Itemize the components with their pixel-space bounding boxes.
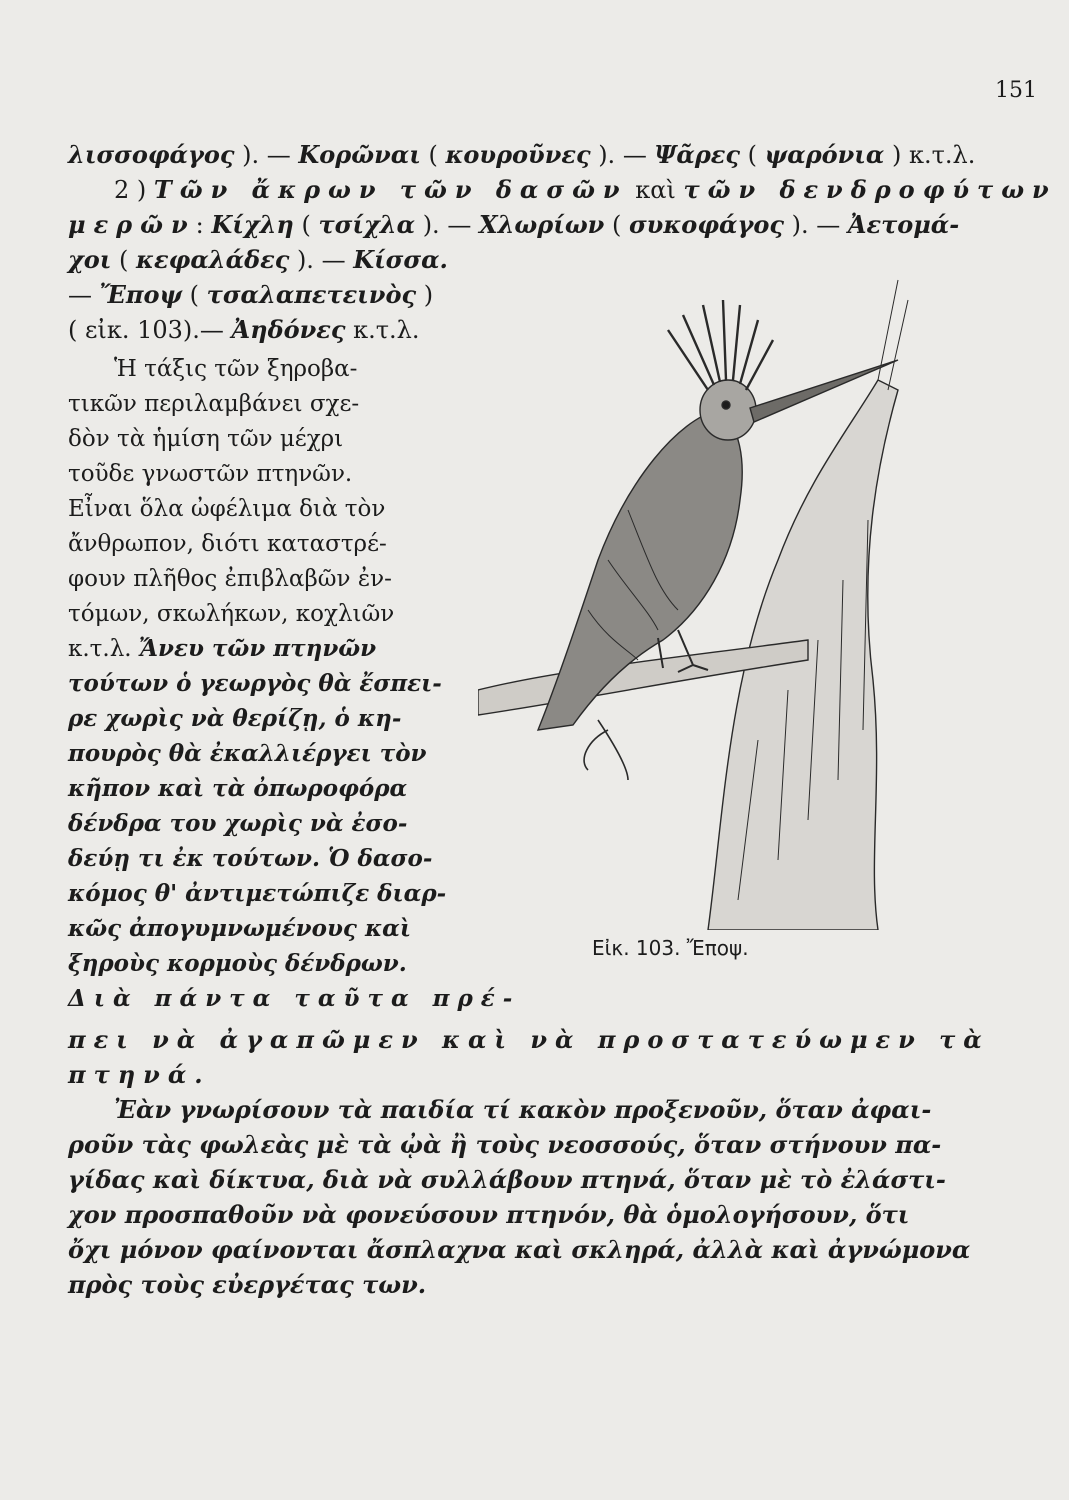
- text-run: δὸν τὰ ἡμίση τῶν μέχρι: [68, 426, 344, 452]
- text-run: ). —: [415, 211, 479, 239]
- text-run: χοι: [68, 245, 112, 274]
- text-line: [68, 564, 392, 594]
- text-run: 2 ): [114, 176, 154, 204]
- text-line: [68, 389, 359, 419]
- text-line: [68, 1200, 909, 1230]
- text-line: [68, 704, 401, 734]
- text-run: καὶ: [627, 176, 684, 204]
- text-run: πει νὰ ἀγαπῶμεν καὶ νὰ προστατεύωμεν τὰ: [68, 1025, 990, 1054]
- text-run: ). —: [783, 211, 848, 239]
- text-line: [68, 210, 959, 240]
- text-line: [68, 315, 420, 345]
- text-run: (: [420, 141, 446, 169]
- text-run: ( εἰκ. 103).—: [68, 316, 232, 344]
- text-line: [68, 1130, 941, 1160]
- text-run: πτηνά.: [68, 1060, 211, 1089]
- text-run: Τῶν ἄκρων τῶν δασῶν: [153, 175, 628, 204]
- text-run: Ψᾶρες: [654, 140, 740, 169]
- text-run: κουρoῦνες: [445, 140, 591, 169]
- text-line: [68, 634, 376, 664]
- text-run: Ἄνευ τῶν πτηνῶν: [138, 635, 377, 662]
- text-line: [68, 1235, 970, 1265]
- text-run: κόμος θ' ἀντιμετώπιζε διαρ-: [68, 880, 447, 907]
- text-run: τόμων, σκωλήκων, κοχλιῶν: [68, 601, 395, 627]
- text-run: δεύῃ τι ἐκ τούτων. Ὁ δασο-: [68, 845, 433, 872]
- text-run: δένδρα του χωρὶς νὰ ἐσο-: [68, 810, 408, 837]
- text-line: [68, 739, 427, 769]
- text-run: Ἡ τάξις τῶν ξηροβα-: [114, 356, 358, 382]
- text-run: ). —: [289, 246, 354, 274]
- text-run: ὄχι μόνον φαίνονται ἄσπλαχνα καὶ σκληρά, ἀλλὰ καὶ ἀγνώμονα: [68, 1235, 971, 1264]
- hoopoe-bird-drawing: [478, 260, 918, 930]
- text-line: [68, 459, 352, 489]
- text-run: Διὰ πάντα ταῦτα πρέ-: [68, 985, 521, 1012]
- text-run: τοῦδε γνωστῶν πτηνῶν.: [68, 461, 353, 487]
- text-run: τῶν δενδροφύτων: [683, 175, 1057, 204]
- text-run: Ἐὰν γνωρίσουν τὰ παιδία τί κακὸν προξενοῦν, ὅταν ἀφαι-: [114, 1095, 932, 1124]
- text-line: [68, 245, 448, 275]
- text-line: [68, 984, 520, 1014]
- text-run: ). —: [234, 141, 299, 169]
- text-run: τσίχλα: [318, 210, 416, 239]
- text-line: [68, 949, 407, 979]
- text-run: λισσοφάγος: [68, 140, 235, 169]
- text-line: [68, 1270, 426, 1300]
- text-run: (: [604, 211, 629, 239]
- text-run: ροῦν τὰς φωλεὰς μὲ τὰ ᾠὰ ἢ τοὺς νεοσσούς, ὅταν στήνουν πα-: [68, 1130, 942, 1159]
- text-run: Ἔποψ: [99, 280, 183, 309]
- text-run: (: [293, 211, 319, 239]
- text-run: Ἀετομά-: [847, 210, 960, 239]
- text-run: ἄνθρωπον, διότι καταστρέ-: [68, 531, 387, 557]
- text-run: Κίσσα.: [353, 245, 448, 274]
- text-run: Χλωρίων: [478, 210, 605, 239]
- text-line: [68, 494, 385, 524]
- text-line: [68, 809, 407, 839]
- text-run: ): [416, 281, 434, 309]
- text-run: Κίχλη: [211, 210, 294, 239]
- text-line: [68, 1060, 211, 1090]
- text-run: τσαλαπετεινὸς: [206, 280, 417, 309]
- text-run: :: [195, 211, 212, 239]
- text-run: χον προσπαθοῦν νὰ φονεύσουν πτηνόν, θὰ ὁμολογήσουν, ὅτι: [68, 1200, 910, 1229]
- text-run: Ἀηδόνες: [231, 315, 346, 344]
- text-line: [114, 354, 357, 384]
- text-run: (: [182, 281, 207, 309]
- text-line: [68, 1165, 946, 1195]
- text-run: μερῶν: [68, 210, 196, 239]
- text-run: —: [68, 281, 100, 309]
- text-run: κεφαλάδες: [136, 245, 290, 274]
- text-line: [68, 529, 387, 559]
- text-run: (: [111, 246, 137, 274]
- text-line: [68, 140, 975, 170]
- text-line: [68, 599, 394, 629]
- text-run: τούτων ὁ γεωργὸς θὰ ἔσπει-: [68, 670, 442, 697]
- text-run: κ.τ.λ.: [345, 316, 420, 344]
- text-run: Εἶναι ὅλα ὠφέλιμα διὰ τὸν: [68, 496, 386, 522]
- text-run: πουρὸς θὰ ἐκαλλιέργει τὸν: [68, 740, 427, 767]
- text-line: [68, 844, 432, 874]
- text-line: [68, 914, 411, 944]
- text-line: [68, 879, 446, 909]
- text-run: ξηροὺς κορμοὺς δένδρων.: [68, 950, 407, 977]
- text-run: ρε χωρὶς νὰ θερίζῃ, ὁ κη-: [68, 705, 402, 732]
- page-number: 151: [995, 78, 1037, 103]
- text-run: κῆπον καὶ τὰ ὀπωροφόρα: [68, 775, 408, 802]
- text-line: [68, 280, 433, 310]
- text-run: ψαρόνια: [764, 140, 885, 169]
- text-run: ) κ.τ.λ.: [884, 141, 976, 169]
- text-line: [68, 424, 343, 454]
- text-run: Κορῶναι: [298, 140, 421, 169]
- text-run: κῶς ἀπογυμνωμένους καὶ: [68, 915, 412, 942]
- text-run: ). —: [590, 141, 655, 169]
- text-run: φουν πλῆθος ἐπιβλαβῶν ἐν-: [68, 566, 392, 592]
- text-run: πρὸς τοὺς εὐεργέτας των.: [68, 1270, 427, 1299]
- text-run: τικῶν περιλαμβάνει σχε-: [68, 391, 360, 417]
- text-run: συκοφάγος: [628, 210, 784, 239]
- text-run: κ.τ.λ.: [68, 636, 139, 662]
- text-line: [68, 774, 407, 804]
- text-run: (: [740, 141, 765, 169]
- text-line: [68, 669, 442, 699]
- text-line: [68, 1025, 990, 1055]
- figure-caption: Εἰκ. 103. Ἔποψ.: [592, 936, 749, 960]
- text-line: [114, 1095, 931, 1125]
- text-line: [114, 175, 1057, 205]
- text-run: γίδας καὶ δίκτυα, διὰ νὰ συλλάβουν πτηνά, ὅταν μὲ τὸ ἐλάστι-: [68, 1165, 946, 1194]
